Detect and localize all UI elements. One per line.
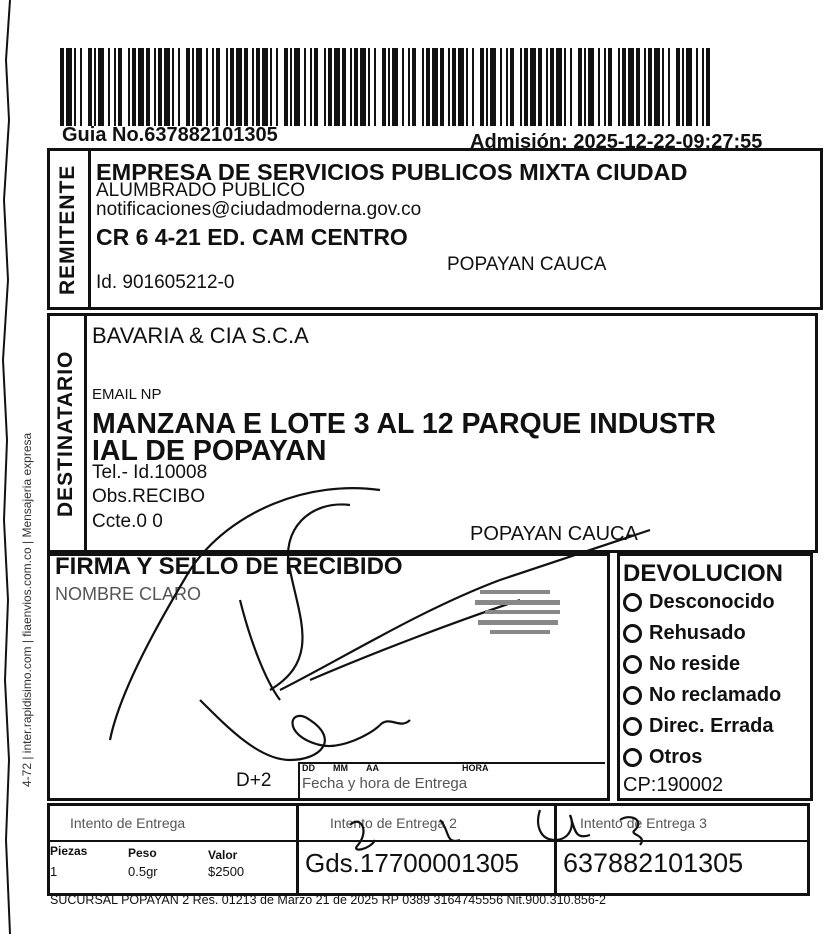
devolucion-cp: CP:190002 [623,774,724,796]
guia-number-bottom: 637882101305 [563,848,744,878]
date-dd-label: DD [302,763,315,773]
intento-3: Intento de Entrega 3 [580,815,707,831]
radio-circle-icon [623,624,642,643]
option-no-reclamado[interactable]: No reclamado [623,680,781,711]
destinatario-obs: Obs.RECIBO [92,486,205,507]
option-direc-errada[interactable]: Direc. Errada [623,711,781,742]
gds-number: Gds.17700001305 [305,848,519,878]
guia-number: Guia No.637882101305 [62,124,278,146]
peso-label: Peso [128,846,157,860]
piezas-value: 1 [50,864,58,879]
remitente-city: POPAYAN CAUCA [447,254,607,275]
remitente-name: EMPRESA DE SERVICIOS PUBLICOS MIXTA CIUDAD [96,159,688,185]
remitente-address: CR 6 4-21 ED. CAM CENTRO [96,224,408,250]
peso-value: 0.5gr [128,864,158,879]
devolucion-title: DEVOLUCION [623,560,784,587]
admission-date: Admisión: 2025-12-22-09:27:55 [470,131,763,153]
bottom-vline-1 [296,803,299,896]
remitente-id: Id. 901605212-0 [96,272,235,293]
radio-circle-icon [623,717,642,736]
remitente-divider [88,150,91,308]
destinatario-address-2: IAL DE POPAYAN [92,435,327,467]
side-vertical-text: 4-72 | inter.rapidisimo.com | fiaenvios.com.co | Mensajeria expresa [20,432,34,788]
intento-1: Intento de Entrega [70,815,186,831]
fecha-label: Fecha y hora de Entrega [302,775,468,792]
destinatario-ccte: Ccte.0 0 [92,511,163,532]
option-rehusado[interactable]: Rehusado [623,618,781,649]
footer-text: SUCURSAL POPAYAN 2 Res. 01213 de Marzo 21 de 2025 RP 0389 3164745556 Nit.900.310.856-2 [50,893,606,907]
date-hora-label: HORA [462,763,489,773]
signature [80,460,700,780]
destinatario-name: BAVARIA & CIA S.C.A [92,323,309,348]
firma-title: FIRMA Y SELLO DE RECIBIDO [55,553,403,580]
radio-circle-icon [623,593,642,612]
devolucion-options [623,587,781,773]
date-mm-label: MM [333,763,348,773]
valor-value: $2500 [208,864,245,879]
destinatario-label: DESTINATARIO [54,350,77,518]
remitente-line2: ALUMBRADO PUBLICO [96,180,306,201]
handwritten-marks [330,805,710,860]
destinatario-tel: Tel.- Id.10008 [92,462,208,483]
intento-2: Intento de Entrega 2 [330,815,457,831]
remitente-email: notificaciones@ciudadmoderna.gov.co [96,199,422,220]
option-otros[interactable]: Otros [623,742,781,773]
remitente-label: REMITENTE [56,164,79,296]
destinatario-city: POPAYAN CAUCA [470,523,638,545]
nombre-claro-label: NOMBRE CLARO [55,584,202,604]
option-desconocido[interactable]: Desconocido [623,587,781,618]
radio-circle-icon [623,686,642,705]
radio-circle-icon [623,748,642,767]
valor-label: Valor [208,848,238,862]
piezas-label: Piezas [50,844,88,858]
barcode [60,48,720,126]
destinatario-address-1: MANZANA E LOTE 3 AL 12 PARQUE INDUSTR [92,408,716,440]
radio-circle-icon [623,655,642,674]
destinatario-email: EMAIL NP [92,386,162,403]
date-aa-label: AA [366,763,379,773]
option-no-reside[interactable]: No reside [623,649,781,680]
dplus-label: D+2 [236,770,272,791]
